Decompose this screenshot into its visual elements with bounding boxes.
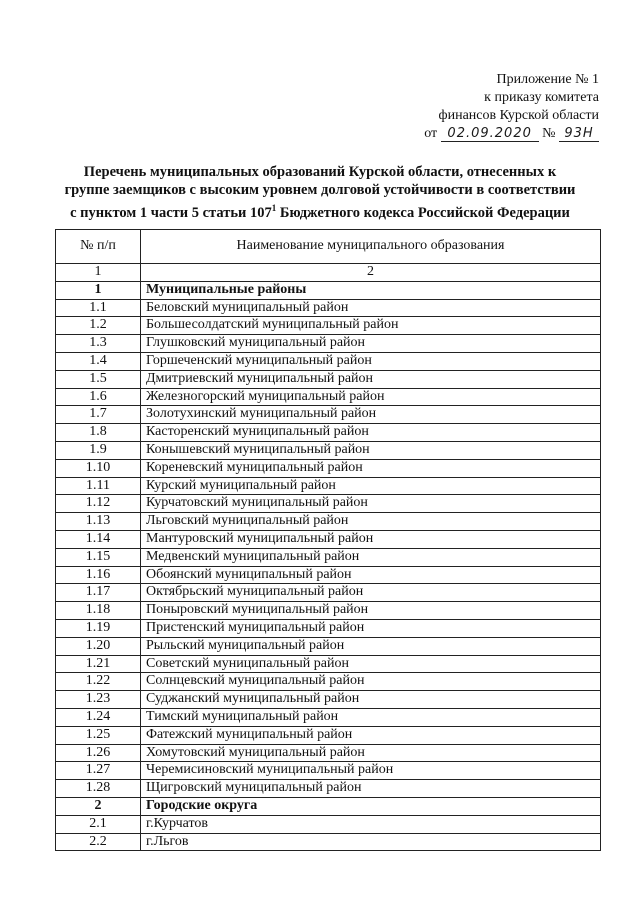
- row-number: 1.21: [56, 655, 141, 673]
- table-row: [56, 619, 601, 637]
- row-number: 1.13: [56, 513, 141, 531]
- row-name: Касторенский муниципальный район: [141, 424, 601, 442]
- table-row: [56, 655, 601, 673]
- row-name: Беловский муниципальный район: [141, 299, 601, 317]
- row-number: 1.15: [56, 548, 141, 566]
- table-row: [56, 406, 601, 424]
- row-number: 1.16: [56, 566, 141, 584]
- table-row: [56, 424, 601, 442]
- row-number: 1.8: [56, 424, 141, 442]
- table-row: [56, 833, 601, 851]
- section-row: [56, 797, 601, 815]
- row-name: Конышевский муниципальный район: [141, 441, 601, 459]
- table-row: [56, 584, 601, 602]
- row-number: 1.9: [56, 441, 141, 459]
- row-name: Поныровский муниципальный район: [141, 602, 601, 620]
- row-name: Дмитриевский муниципальный район: [141, 370, 601, 388]
- row-name: Золотухинский муниципальный район: [141, 406, 601, 424]
- row-name: г.Льгов: [141, 833, 601, 851]
- row-name: Фатежский муниципальный район: [141, 726, 601, 744]
- handwritten-date: 02.09.2020: [441, 126, 539, 142]
- column-index-row: [56, 264, 601, 282]
- table-row: [56, 352, 601, 370]
- row-name: Рыльский муниципальный район: [141, 637, 601, 655]
- row-name: Льговский муниципальный район: [141, 513, 601, 531]
- table-row: [56, 780, 601, 798]
- row-number: 2.2: [56, 833, 141, 851]
- document-title: [40, 163, 600, 222]
- row-name: Пристенский муниципальный район: [141, 619, 601, 637]
- row-number: 1.20: [56, 637, 141, 655]
- table-row: [56, 477, 601, 495]
- row-name: Обоянский муниципальный район: [141, 566, 601, 584]
- row-name: Глушковский муниципальный район: [141, 335, 601, 353]
- row-number: 1.17: [56, 584, 141, 602]
- number-label: №: [542, 126, 556, 141]
- row-name: Щигровский муниципальный район: [141, 780, 601, 798]
- table-row: [56, 388, 601, 406]
- header-number: № п/п: [56, 230, 141, 264]
- title-line-3: [40, 199, 600, 222]
- table-row: [56, 691, 601, 709]
- row-number: 1.22: [56, 673, 141, 691]
- row-number: 1.6: [56, 388, 141, 406]
- row-number: 1.4: [56, 352, 141, 370]
- appendix-title: Приложение № 1: [496, 72, 599, 87]
- row-name: г.Курчатов: [141, 815, 601, 833]
- title-line-3-start: с пунктом 1 части 5 статьи 107: [70, 204, 272, 221]
- row-name: Кореневский муниципальный район: [141, 459, 601, 477]
- row-number: 1.28: [56, 780, 141, 798]
- table-row: [56, 513, 601, 531]
- row-number: 2.1: [56, 815, 141, 833]
- appendix-committee: финансов Курской области: [438, 108, 599, 123]
- row-number: 1: [56, 281, 141, 299]
- table-row: [56, 441, 601, 459]
- column-index-2: 2: [141, 264, 601, 282]
- row-name: Медвенский муниципальный район: [141, 548, 601, 566]
- table-row: [56, 299, 601, 317]
- row-name: Муниципальные районы: [141, 281, 601, 299]
- row-name: Большесолдатский муниципальный район: [141, 317, 601, 335]
- row-number: 1.14: [56, 530, 141, 548]
- table-row: [56, 459, 601, 477]
- table-row: [56, 726, 601, 744]
- row-name: Октябрьский муниципальный район: [141, 584, 601, 602]
- row-number: 1.3: [56, 335, 141, 353]
- appendix-date-line: [424, 125, 599, 143]
- row-name: Советский муниципальный район: [141, 655, 601, 673]
- handwritten-number: 93Н: [559, 126, 599, 142]
- row-number: 1.26: [56, 744, 141, 762]
- table-row: [56, 602, 601, 620]
- row-name: Курский муниципальный район: [141, 477, 601, 495]
- row-name: Черемисиновский муниципальный район: [141, 762, 601, 780]
- row-name: Хомутовский муниципальный район: [141, 744, 601, 762]
- row-name: Тимский муниципальный район: [141, 708, 601, 726]
- row-name: Суджанский муниципальный район: [141, 691, 601, 709]
- title-line-1: Перечень муниципальных образований Курской области, отнесенных к: [83, 164, 557, 180]
- row-name: Солнцевский муниципальный район: [141, 673, 601, 691]
- table-row: [56, 548, 601, 566]
- table-row: [56, 566, 601, 584]
- table-row: [56, 708, 601, 726]
- row-name: Железногорский муниципальный район: [141, 388, 601, 406]
- appendix-block: [424, 71, 599, 143]
- municipalities-table: [55, 229, 601, 851]
- table-row: [56, 815, 601, 833]
- row-number: 1.23: [56, 691, 141, 709]
- appendix-order-ref: к приказу комитета: [484, 90, 599, 105]
- table-row: [56, 530, 601, 548]
- row-number: 1.24: [56, 708, 141, 726]
- row-number: 1.25: [56, 726, 141, 744]
- title-line-3-end: Бюджетного кодекса Российской Федерации: [276, 204, 570, 221]
- row-name: Мантуровский муниципальный район: [141, 530, 601, 548]
- row-number: 1.7: [56, 406, 141, 424]
- row-number: 1.18: [56, 602, 141, 620]
- row-number: 1.12: [56, 495, 141, 513]
- date-prefix: от: [424, 126, 438, 141]
- title-superscript: 1: [271, 203, 277, 213]
- title-line-2: группе заемщиков с высоким уровнем долговой устойчивости в соответствии: [64, 182, 576, 198]
- table-row: [56, 762, 601, 780]
- table-body: [56, 230, 601, 851]
- table-header-row: [56, 230, 601, 264]
- row-name: Курчатовский муниципальный район: [141, 495, 601, 513]
- row-name: Горшеченский муниципальный район: [141, 352, 601, 370]
- table-row: [56, 744, 601, 762]
- header-name: Наименование муниципального образования: [141, 230, 601, 264]
- table-row: [56, 637, 601, 655]
- row-number: 1.10: [56, 459, 141, 477]
- table-row: [56, 317, 601, 335]
- row-number: 1.19: [56, 619, 141, 637]
- row-number: 1.11: [56, 477, 141, 495]
- row-number: 1.5: [56, 370, 141, 388]
- row-name: Городские округа: [141, 797, 601, 815]
- row-number: 1.27: [56, 762, 141, 780]
- row-number: 1.1: [56, 299, 141, 317]
- table-row: [56, 335, 601, 353]
- row-number: 1.2: [56, 317, 141, 335]
- table-row: [56, 673, 601, 691]
- column-index-1: 1: [56, 264, 141, 282]
- section-row: [56, 281, 601, 299]
- row-number: 2: [56, 797, 141, 815]
- table-row: [56, 495, 601, 513]
- table-row: [56, 370, 601, 388]
